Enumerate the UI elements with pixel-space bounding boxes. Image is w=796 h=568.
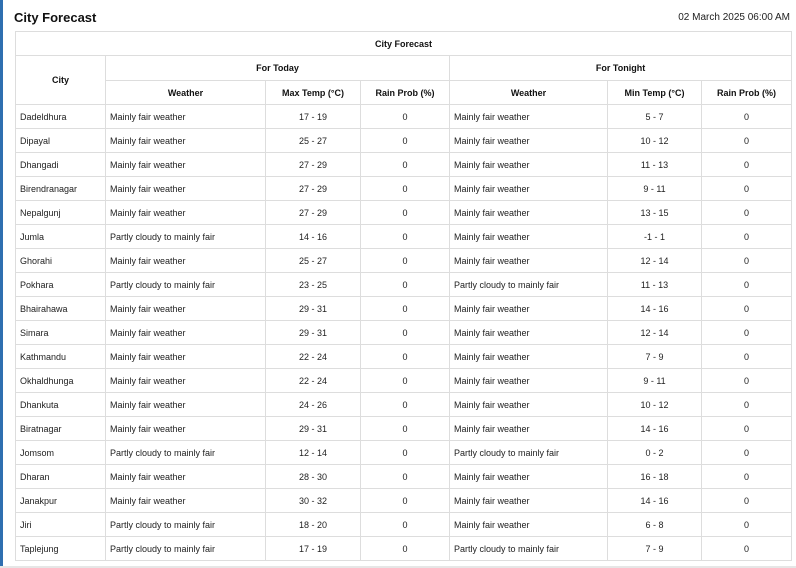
cell-min-temp: 12 - 14 (608, 321, 702, 345)
cell-tonight-weather: Partly cloudy to mainly fair (450, 441, 608, 465)
table-row (16, 201, 792, 225)
cell-today-rain: 0 (361, 369, 450, 393)
cell-tonight-rain: 0 (702, 369, 792, 393)
cell-tonight-rain: 0 (702, 393, 792, 417)
cell-today-rain: 0 (361, 393, 450, 417)
cell-today-rain: 0 (361, 417, 450, 441)
cell-tonight-rain: 0 (702, 441, 792, 465)
table-row (16, 297, 792, 321)
cell-tonight-weather: Mainly fair weather (450, 393, 608, 417)
cell-today-weather: Mainly fair weather (106, 465, 266, 489)
cell-tonight-rain: 0 (702, 513, 792, 537)
cell-min-temp: 13 - 15 (608, 201, 702, 225)
group-header-today: For Today (106, 56, 450, 81)
cell-today-rain: 0 (361, 321, 450, 345)
cell-today-weather: Partly cloudy to mainly fair (106, 513, 266, 537)
cell-tonight-rain: 0 (702, 129, 792, 153)
cell-today-rain: 0 (361, 129, 450, 153)
cell-today-weather: Partly cloudy to mainly fair (106, 225, 266, 249)
column-header-today-rain: Rain Prob (%) (361, 81, 450, 105)
cell-tonight-rain: 0 (702, 537, 792, 561)
cell-city: Biratnagar (16, 417, 106, 441)
column-header-today-weather: Weather (106, 81, 266, 105)
cell-tonight-rain: 0 (702, 273, 792, 297)
cell-tonight-weather: Mainly fair weather (450, 465, 608, 489)
table-row (16, 465, 792, 489)
cell-min-temp: 10 - 12 (608, 393, 702, 417)
cell-city: Simara (16, 321, 106, 345)
cell-max-temp: 14 - 16 (266, 225, 361, 249)
table-row (16, 153, 792, 177)
cell-min-temp: -1 - 1 (608, 225, 702, 249)
cell-min-temp: 7 - 9 (608, 537, 702, 561)
cell-min-temp: 11 - 13 (608, 153, 702, 177)
cell-max-temp: 22 - 24 (266, 369, 361, 393)
table-row (16, 345, 792, 369)
cell-tonight-weather: Mainly fair weather (450, 321, 608, 345)
table-row (16, 537, 792, 561)
cell-min-temp: 5 - 7 (608, 105, 702, 129)
cell-max-temp: 30 - 32 (266, 489, 361, 513)
table-row (16, 225, 792, 249)
cell-min-temp: 12 - 14 (608, 249, 702, 273)
table-row (16, 129, 792, 153)
column-header-max-temp: Max Temp (°C) (266, 81, 361, 105)
page-title: City Forecast (14, 9, 97, 25)
cell-tonight-rain: 0 (702, 177, 792, 201)
cell-today-weather: Partly cloudy to mainly fair (106, 537, 266, 561)
cell-today-weather: Mainly fair weather (106, 297, 266, 321)
accent-bar (0, 0, 3, 568)
cell-max-temp: 25 - 27 (266, 129, 361, 153)
table-row (16, 177, 792, 201)
cell-city: Dadeldhura (16, 105, 106, 129)
cell-max-temp: 27 - 29 (266, 177, 361, 201)
cell-max-temp: 29 - 31 (266, 417, 361, 441)
cell-city: Jiri (16, 513, 106, 537)
cell-city: Dhankuta (16, 393, 106, 417)
cell-min-temp: 11 - 13 (608, 273, 702, 297)
cell-city: Dhangadi (16, 153, 106, 177)
cell-tonight-weather: Mainly fair weather (450, 177, 608, 201)
cell-min-temp: 0 - 2 (608, 441, 702, 465)
cell-today-weather: Mainly fair weather (106, 345, 266, 369)
cell-city: Kathmandu (16, 345, 106, 369)
cell-tonight-weather: Mainly fair weather (450, 417, 608, 441)
cell-city: Okhaldhunga (16, 369, 106, 393)
cell-max-temp: 27 - 29 (266, 201, 361, 225)
table-caption: City Forecast (16, 32, 792, 56)
cell-tonight-weather: Mainly fair weather (450, 201, 608, 225)
cell-tonight-weather: Mainly fair weather (450, 489, 608, 513)
table-row (16, 273, 792, 297)
cell-max-temp: 29 - 31 (266, 321, 361, 345)
cell-today-rain: 0 (361, 489, 450, 513)
cell-max-temp: 17 - 19 (266, 537, 361, 561)
cell-tonight-weather: Mainly fair weather (450, 225, 608, 249)
column-header-tonight-rain: Rain Prob (%) (702, 81, 792, 105)
cell-today-weather: Mainly fair weather (106, 393, 266, 417)
cell-tonight-rain: 0 (702, 465, 792, 489)
cell-today-rain: 0 (361, 537, 450, 561)
cell-max-temp: 23 - 25 (266, 273, 361, 297)
cell-today-weather: Partly cloudy to mainly fair (106, 441, 266, 465)
forecast-table (15, 31, 792, 561)
cell-tonight-weather: Mainly fair weather (450, 513, 608, 537)
cell-today-weather: Mainly fair weather (106, 489, 266, 513)
cell-tonight-weather: Mainly fair weather (450, 297, 608, 321)
cell-tonight-rain: 0 (702, 105, 792, 129)
page-header (14, 8, 790, 26)
cell-today-weather: Mainly fair weather (106, 177, 266, 201)
cell-tonight-weather: Mainly fair weather (450, 249, 608, 273)
cell-tonight-weather: Mainly fair weather (450, 105, 608, 129)
cell-tonight-weather: Mainly fair weather (450, 129, 608, 153)
cell-today-weather: Mainly fair weather (106, 321, 266, 345)
cell-tonight-weather: Mainly fair weather (450, 369, 608, 393)
cell-max-temp: 18 - 20 (266, 513, 361, 537)
cell-city: Dipayal (16, 129, 106, 153)
cell-tonight-rain: 0 (702, 297, 792, 321)
table-row (16, 369, 792, 393)
cell-city: Jomsom (16, 441, 106, 465)
cell-today-weather: Mainly fair weather (106, 129, 266, 153)
cell-tonight-rain: 0 (702, 489, 792, 513)
cell-today-rain: 0 (361, 297, 450, 321)
forecast-datetime: 02 March 2025 06:00 AM (678, 11, 790, 23)
cell-min-temp: 14 - 16 (608, 417, 702, 441)
cell-today-rain: 0 (361, 105, 450, 129)
cell-city: Jumla (16, 225, 106, 249)
cell-min-temp: 16 - 18 (608, 465, 702, 489)
cell-min-temp: 9 - 11 (608, 369, 702, 393)
cell-tonight-rain: 0 (702, 225, 792, 249)
cell-today-weather: Partly cloudy to mainly fair (106, 273, 266, 297)
table-row (16, 417, 792, 441)
cell-city: Janakpur (16, 489, 106, 513)
cell-today-weather: Mainly fair weather (106, 105, 266, 129)
cell-today-rain: 0 (361, 441, 450, 465)
cell-today-rain: 0 (361, 225, 450, 249)
cell-today-weather: Mainly fair weather (106, 153, 266, 177)
cell-min-temp: 9 - 11 (608, 177, 702, 201)
cell-min-temp: 7 - 9 (608, 345, 702, 369)
cell-max-temp: 22 - 24 (266, 345, 361, 369)
column-header-tonight-weather: Weather (450, 81, 608, 105)
table-row (16, 441, 792, 465)
cell-today-weather: Mainly fair weather (106, 249, 266, 273)
cell-tonight-rain: 0 (702, 345, 792, 369)
table-row (16, 513, 792, 537)
cell-city: Nepalgunj (16, 201, 106, 225)
cell-today-rain: 0 (361, 513, 450, 537)
cell-today-rain: 0 (361, 465, 450, 489)
cell-today-rain: 0 (361, 153, 450, 177)
cell-tonight-rain: 0 (702, 153, 792, 177)
cell-max-temp: 29 - 31 (266, 297, 361, 321)
cell-today-rain: 0 (361, 177, 450, 201)
table-row (16, 105, 792, 129)
cell-city: Taplejung (16, 537, 106, 561)
cell-max-temp: 24 - 26 (266, 393, 361, 417)
table-row (16, 489, 792, 513)
cell-min-temp: 14 - 16 (608, 297, 702, 321)
cell-tonight-rain: 0 (702, 417, 792, 441)
cell-tonight-rain: 0 (702, 201, 792, 225)
cell-tonight-weather: Partly cloudy to mainly fair (450, 273, 608, 297)
cell-city: Pokhara (16, 273, 106, 297)
cell-city: Dharan (16, 465, 106, 489)
cell-today-rain: 0 (361, 201, 450, 225)
cell-max-temp: 25 - 27 (266, 249, 361, 273)
cell-city: Bhairahawa (16, 297, 106, 321)
cell-max-temp: 28 - 30 (266, 465, 361, 489)
cell-min-temp: 6 - 8 (608, 513, 702, 537)
cell-tonight-rain: 0 (702, 249, 792, 273)
cell-today-rain: 0 (361, 249, 450, 273)
cell-tonight-weather: Partly cloudy to mainly fair (450, 537, 608, 561)
cell-tonight-rain: 0 (702, 321, 792, 345)
cell-min-temp: 14 - 16 (608, 489, 702, 513)
cell-max-temp: 27 - 29 (266, 153, 361, 177)
cell-min-temp: 10 - 12 (608, 129, 702, 153)
column-header-min-temp: Min Temp (°C) (608, 81, 702, 105)
forecast-table-body (16, 105, 792, 561)
cell-tonight-weather: Mainly fair weather (450, 345, 608, 369)
cell-city: Ghorahi (16, 249, 106, 273)
cell-today-weather: Mainly fair weather (106, 201, 266, 225)
cell-tonight-weather: Mainly fair weather (450, 153, 608, 177)
cell-today-rain: 0 (361, 345, 450, 369)
cell-today-rain: 0 (361, 273, 450, 297)
table-row (16, 393, 792, 417)
cell-city: Birendranagar (16, 177, 106, 201)
table-row (16, 321, 792, 345)
cell-today-weather: Mainly fair weather (106, 369, 266, 393)
column-header-city: City (16, 56, 106, 105)
cell-max-temp: 12 - 14 (266, 441, 361, 465)
cell-max-temp: 17 - 19 (266, 105, 361, 129)
cell-today-weather: Mainly fair weather (106, 417, 266, 441)
table-row (16, 249, 792, 273)
group-header-tonight: For Tonight (450, 56, 792, 81)
